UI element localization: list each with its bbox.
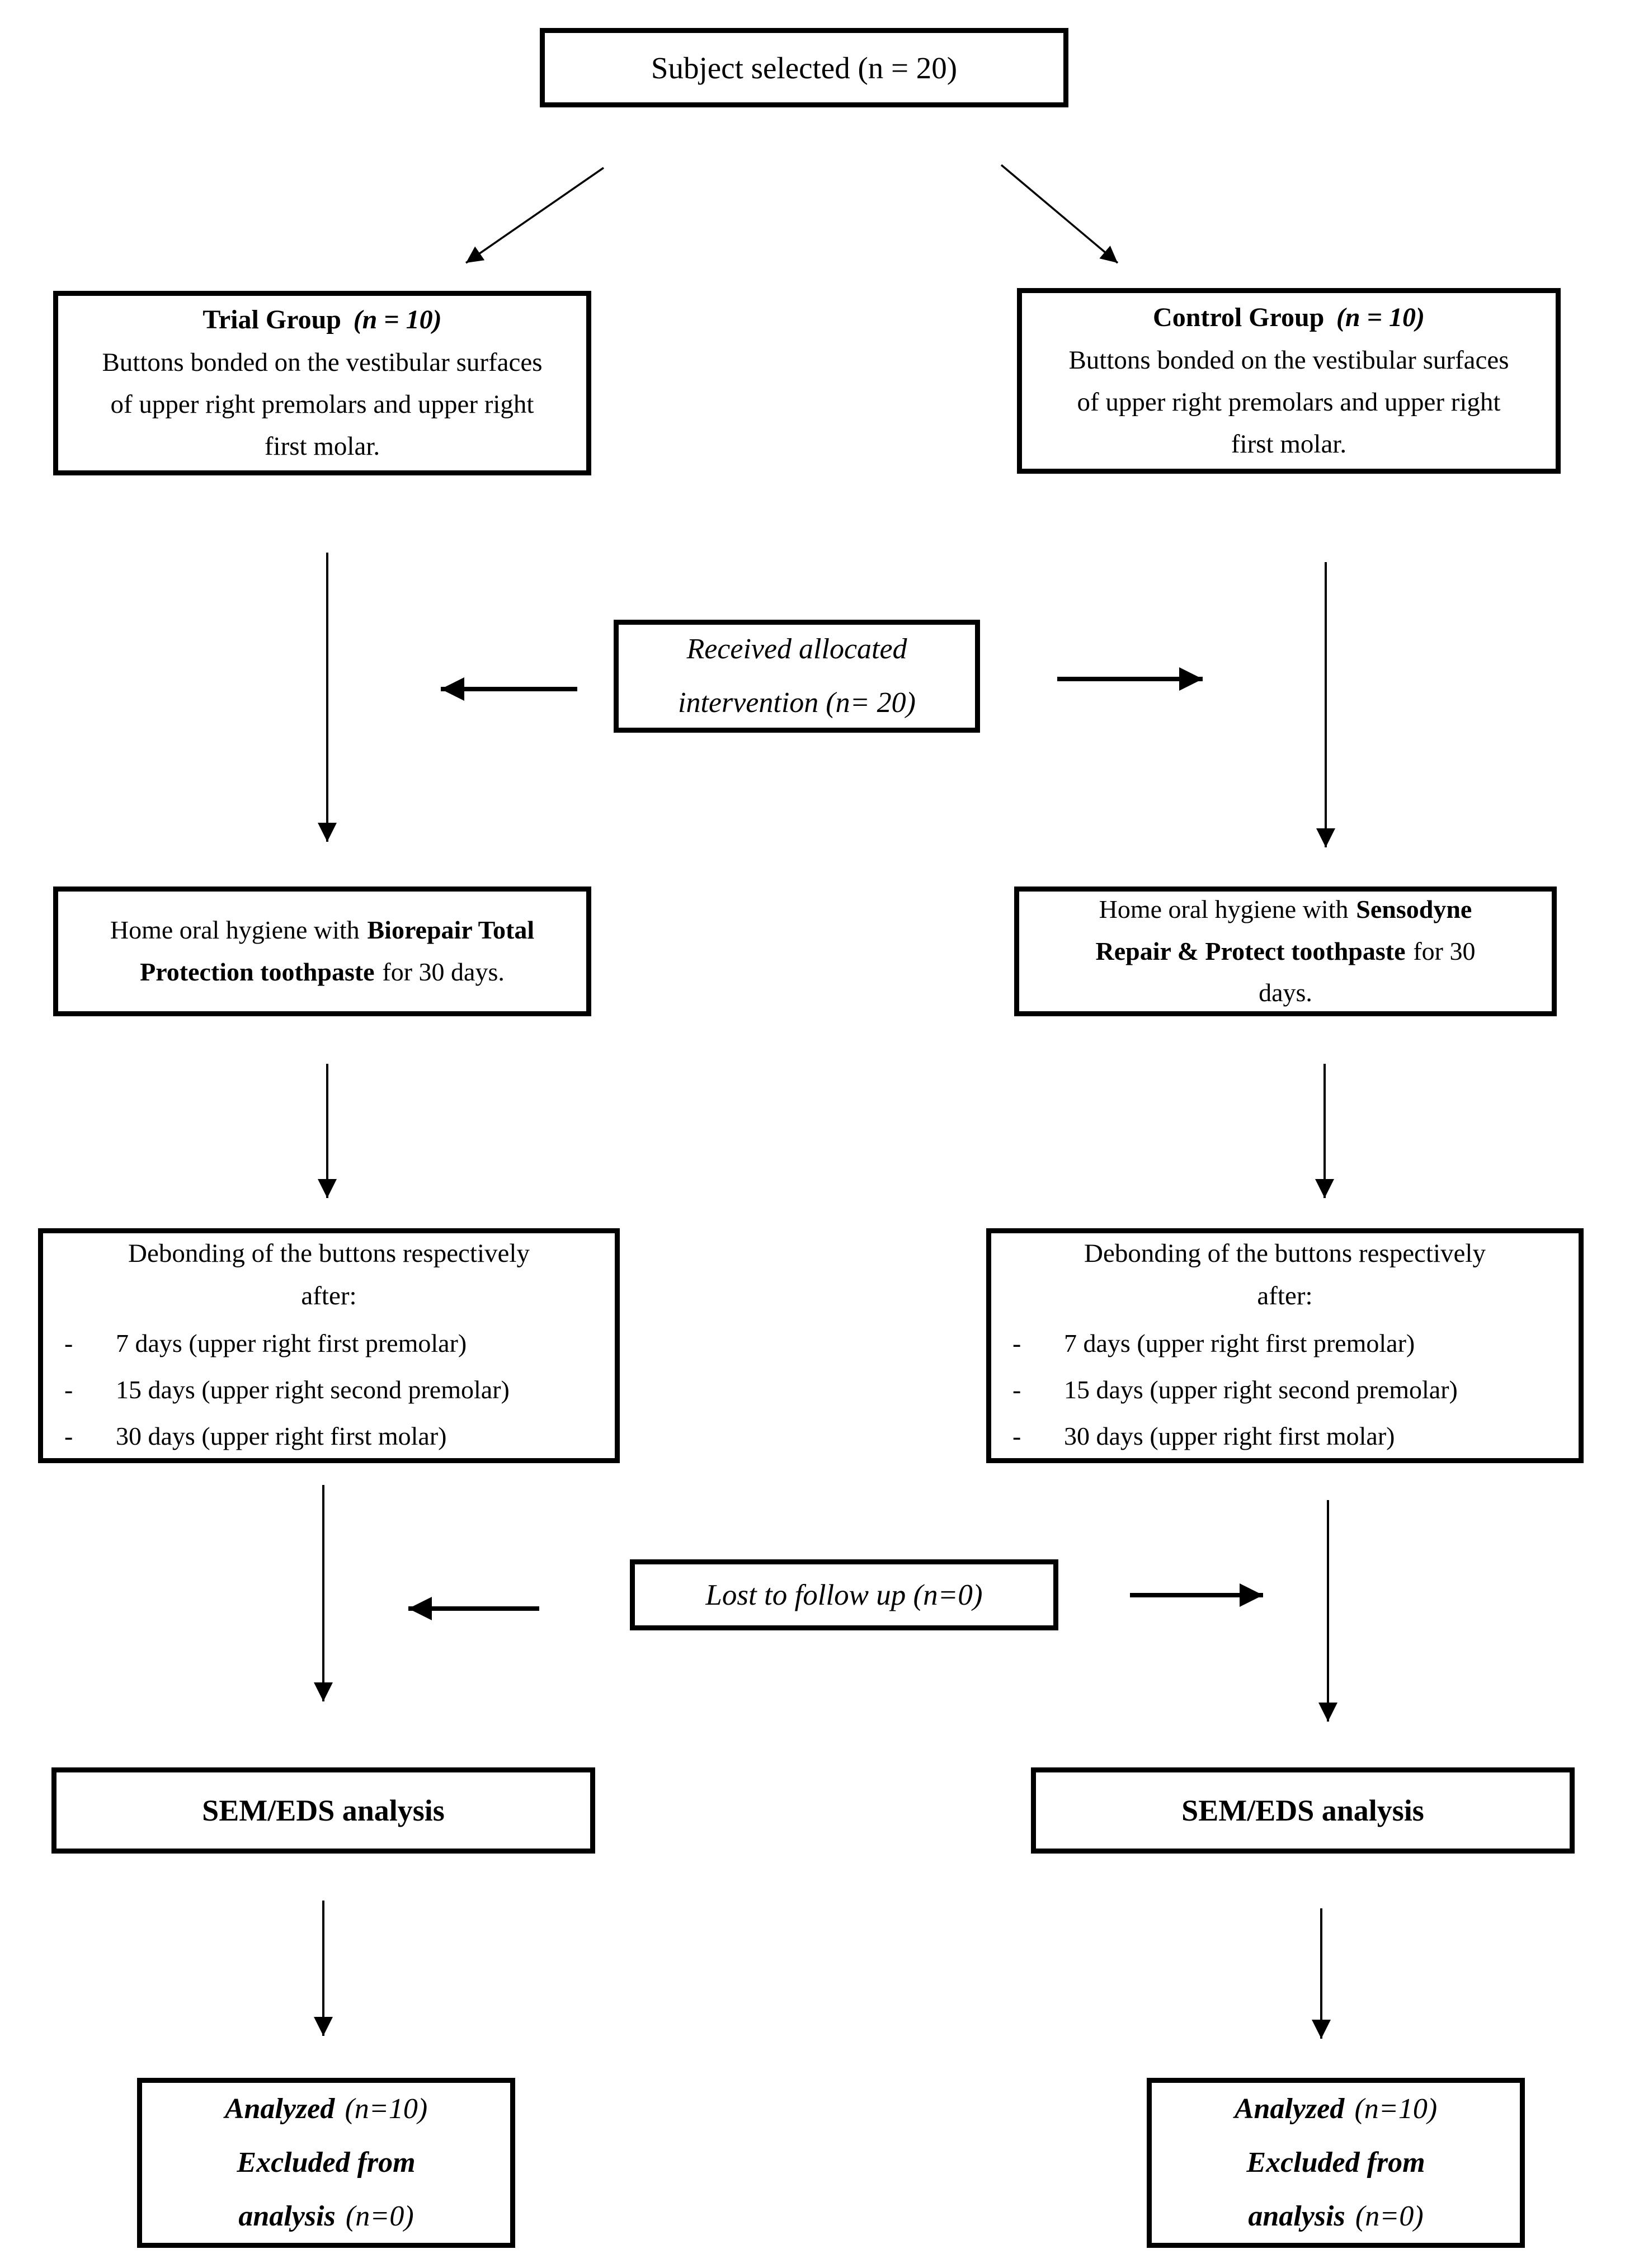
control-group-box <box>1017 288 1561 474</box>
debonding-control-items <box>991 1321 1579 1459</box>
sem-eds-control-box <box>1031 1767 1575 1854</box>
hygiene-control-prefix: Home oral hygiene with <box>1099 895 1349 924</box>
hygiene-trial-prefix: Home oral hygiene with <box>110 916 360 945</box>
bullet-dash: - <box>64 1421 73 1450</box>
hygiene-control-text <box>1073 889 1498 1014</box>
lost-followup-box <box>630 1559 1058 1630</box>
hygiene-trial-suffix: for 30 days. <box>382 958 505 986</box>
analyzed-control-line3: analysis (n=0) <box>1248 2200 1424 2233</box>
hygiene-trial-text <box>110 909 535 993</box>
list-item: - 30 days (upper right first molar) <box>43 1413 615 1460</box>
sem-eds-trial-box <box>51 1767 595 1854</box>
control-group-body: Buttons bonded on the vestibular surfaces of upper right premolars and upper right first molar. <box>1068 345 1509 459</box>
bullet-dash: - <box>1012 1328 1021 1357</box>
received-intervention-box <box>614 620 980 733</box>
debonding-trial-heading: Debonding of the buttons respectively <box>128 1238 530 1268</box>
analyzed-trial-line1: Analyzed (n=10) <box>224 2092 428 2125</box>
trial-group-body: Buttons bonded on the vestibular surfaces of upper right premolars and upper right first molar. <box>102 347 543 461</box>
sem-eds-control-label: SEM/EDS analysis <box>1181 1794 1424 1827</box>
hygiene-control-suffix: for 30 days. <box>1259 936 1476 1007</box>
control-group-heading <box>1153 296 1425 340</box>
debonding-control-heading2: after: <box>1257 1281 1313 1310</box>
analyzed-trial-box <box>137 2078 515 2248</box>
bullet-dash: - <box>64 1375 73 1404</box>
trial-group-box <box>53 291 591 475</box>
list-item: - 15 days (upper right second premolar) <box>991 1367 1579 1413</box>
trial-group-n: (n = 10) <box>353 304 442 334</box>
trial-group-title: Trial Group <box>202 304 341 334</box>
debonding-control-heading: Debonding of the buttons respectively <box>1084 1238 1486 1268</box>
debonding-trial-items <box>43 1321 615 1459</box>
list-item: - 15 days (upper right second premolar) <box>43 1367 615 1413</box>
lost-followup-label: Lost to follow up (n=0) <box>705 1578 983 1611</box>
hygiene-control-brand: Sensodyne Repair & Protect toothpaste <box>1095 895 1472 965</box>
control-group-title: Control Group <box>1153 302 1325 332</box>
hygiene-control-box <box>1014 887 1557 1016</box>
hygiene-trial-brand: Biorepair Total Protection toothpaste <box>140 916 535 986</box>
control-group-n: (n = 10) <box>1336 302 1425 332</box>
sem-eds-trial-label: SEM/EDS analysis <box>202 1794 445 1827</box>
bullet-dash: - <box>1012 1421 1021 1450</box>
subject-selected-box <box>540 28 1068 107</box>
bullet-dash: - <box>1012 1375 1021 1404</box>
trial-group-heading <box>202 299 441 342</box>
analyzed-control-line2: Excluded from <box>1246 2146 1425 2179</box>
arrow-subject-to-trial <box>466 168 604 263</box>
list-item: - 7 days (upper right first premolar) <box>991 1321 1579 1367</box>
debonding-trial-heading2: after: <box>301 1281 357 1310</box>
hygiene-trial-box <box>53 887 591 1016</box>
debonding-control-box <box>986 1228 1584 1463</box>
arrow-subject-to-control <box>1001 165 1118 263</box>
list-item: - 7 days (upper right first premolar) <box>43 1321 615 1367</box>
list-item: - 30 days (upper right first molar) <box>991 1413 1579 1460</box>
analyzed-trial-line3: analysis (n=0) <box>238 2200 414 2233</box>
analyzed-control-box <box>1147 2078 1525 2248</box>
analyzed-control-line1: Analyzed (n=10) <box>1234 2092 1438 2125</box>
bullet-dash: - <box>64 1328 73 1357</box>
subject-selected-label: Subject selected (n = 20) <box>651 50 958 85</box>
debonding-trial-box <box>38 1228 620 1463</box>
analyzed-trial-line2: Excluded from <box>237 2146 416 2179</box>
received-intervention-label: Received allocated intervention (n= 20) <box>678 633 916 719</box>
